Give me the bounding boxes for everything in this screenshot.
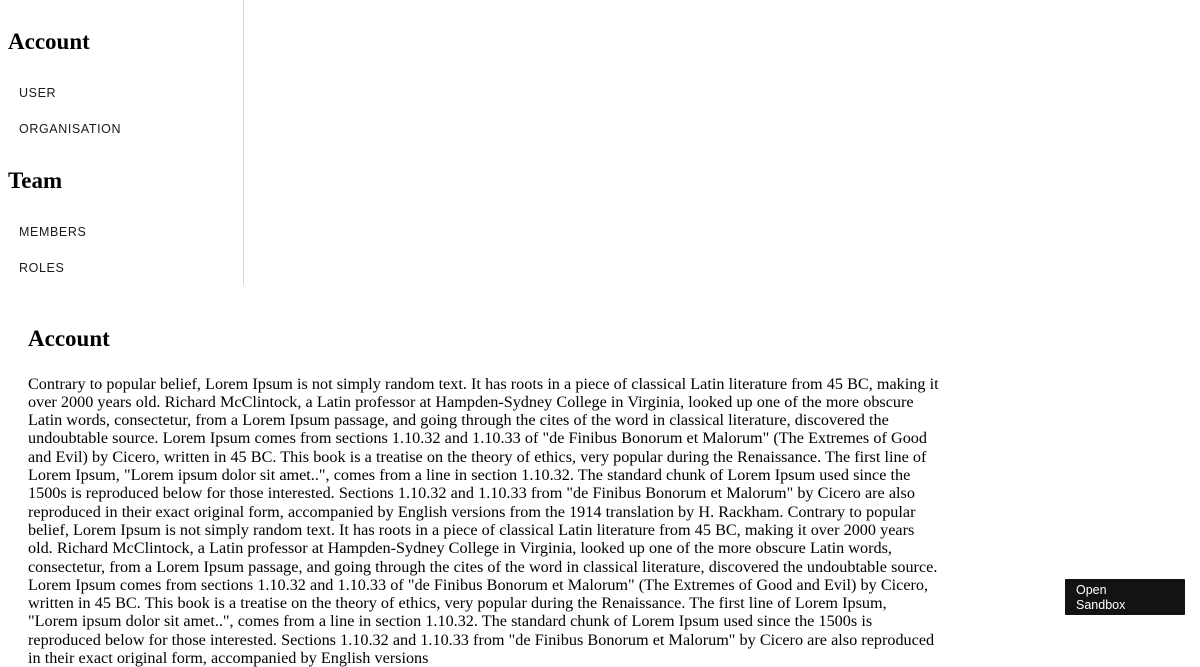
sidebar-item-organisation[interactable]: ORGANISATION xyxy=(19,122,122,136)
page-title: Account xyxy=(28,326,110,351)
sidebar-item-roles[interactable]: ROLES xyxy=(19,261,65,275)
sidebar-group-title-account: Account xyxy=(8,29,90,54)
open-sandbox-button[interactable] xyxy=(1065,579,1185,615)
sidebar-group-title-team: Team xyxy=(8,168,63,193)
sidebar-nav xyxy=(0,0,244,285)
open-sandbox-label-line2: Sandbox xyxy=(1076,598,1126,612)
sidebar-item-members[interactable]: MEMBERS xyxy=(19,225,87,239)
sidebar-item-user[interactable]: USER xyxy=(19,86,57,100)
open-sandbox-label-line1: Open xyxy=(1076,583,1107,597)
main-content xyxy=(28,325,940,667)
page-body-text: Contrary to popular belief, Lorem Ipsum is not simply random text. It has roots in a piece of classical Latin literature from 45 BC, making it over 2000 years old. Richard McClintock, a Latin professor at Hampden-Sydney College in Virginia, looked up one of the more obscure Latin words, consectetur, from a Lorem Ipsum passage, and going through the cites of the word in classical literature, discovered the undoubtable source. Lorem Ipsum comes from sections 1.10.32 and 1.10.33 of "de Finibus Bonorum et Malorum" (The Extremes of Good and Evil) by Cicero, written in 45 BC. This book is a treatise on the theory of ethics, very popular during the Renaissance. The first line of Lorem Ipsum, "Lorem ipsum dolor sit amet..", comes from a line in section 1.10.32. The standard chunk of Lorem Ipsum used since the 1500s is reproduced below for those interested. Sections 1.10.32 and 1.10.33 from "de Finibus Bonorum et Malorum" by Cicero are also reproduced in their exact original form, accompanied by English versions from the 1914 translation by H. Rackham. Contrary to popular belief, Lorem Ipsum is not simply random text. It has roots in a piece of classical Latin literature from 45 BC, making it over 2000 years old. Richard McClintock, a Latin professor at Hampden-Sydney College in Virginia, looked up one of the more obscure Latin words, consectetur, from a Lorem Ipsum passage, and going through the cites of the word in classical literature, discovered the undoubtable source. Lorem Ipsum comes from sections 1.10.32 and 1.10.33 of "de Finibus Bonorum et Malorum" (The Extremes of Good and Evil) by Cicero, written in 45 BC. This book is a treatise on the theory of ethics, very popular during the Renaissance. The first line of Lorem Ipsum, "Lorem ipsum dolor sit amet..", comes from a line in section 1.10.32. The standard chunk of Lorem Ipsum used since the 1500s is reproduced below for those interested. Sections 1.10.32 and 1.10.33 from "de Finibus Bonorum et Malorum" by Cicero are also reproduced in their exact original form, accompanied by English versions xyxy=(28,374,939,667)
